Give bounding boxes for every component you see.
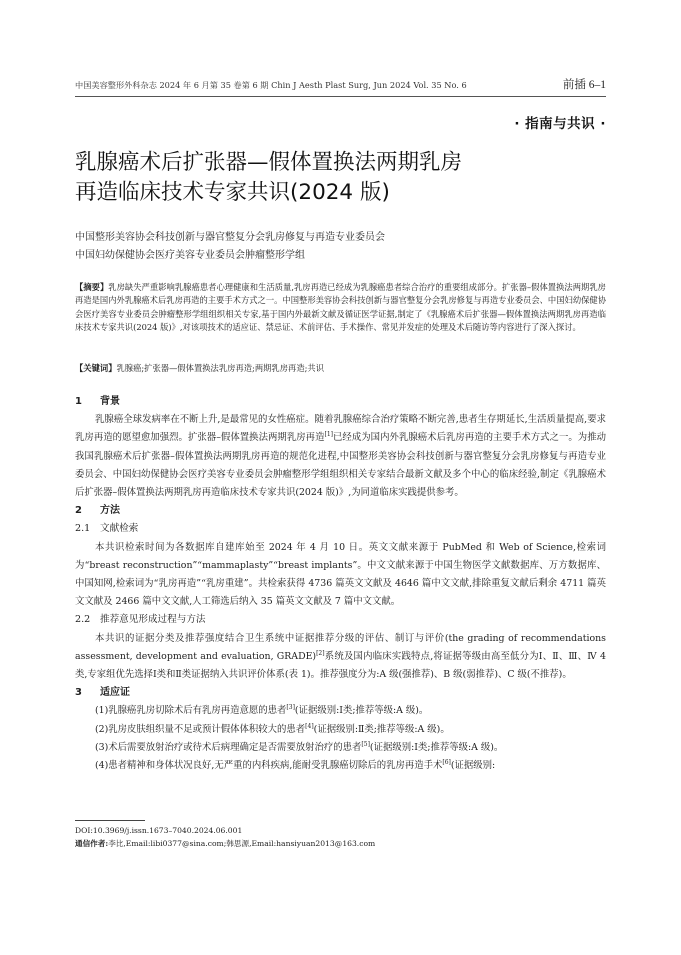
item-text: (3)术后需要放射治疗或待术后病理确定是否需要放射治疗的患者	[95, 741, 362, 753]
indication-item-1	[75, 702, 606, 720]
article-title	[75, 148, 615, 208]
author-groups	[75, 229, 385, 265]
section-heading-2	[75, 502, 606, 520]
section-heading-1	[75, 393, 606, 411]
subsection-number: 2.2	[75, 614, 91, 626]
journal-citation: 中国美容整形外科杂志 2024 年 6 月第 35 卷第 6 期 Chin J Aesth Plast Surg, Jun 2024 Vol. 35 No. 6	[75, 80, 467, 90]
abstract	[75, 281, 606, 335]
title-line-2: 再造临床技术专家共识(2024 版)	[75, 180, 390, 205]
keywords-label: 【关键词】	[75, 363, 117, 373]
paragraph-text: 系统及国内临床实践特点,将证据等级由高至低分为Ⅰ、Ⅱ、Ⅲ、Ⅳ 4 类,专家组优先选择Ⅰ类和Ⅱ类证据纳入共识评价体系(表 1)。推荐强度分为:A 级(强推荐)、B 级(弱推荐)、C 级(不推荐)。	[75, 650, 606, 680]
subsection-title: 文献检索	[100, 523, 139, 535]
indication-item-2	[75, 721, 606, 739]
indication-item-3	[75, 739, 606, 757]
article-type-tag: · 指南与共识 ·	[514, 116, 606, 132]
keywords	[75, 362, 606, 375]
title-line-1: 乳腺癌术后扩张器—假体置换法两期乳房	[75, 150, 463, 175]
keywords-text: 乳腺癌;扩张器—假体置换法乳房再造;两期乳房再造;共识	[116, 363, 325, 373]
paragraph-literature-search: 本共识检索时间为各数据库自建库始至 2024 年 4 月 10 日。英文文献来源于 PubMed 和 Web of Science,检索词为“breast reconstruction”“mammaplasty”“breast implants”。中文文献来源于中国生物医学文献数据库、万方数据库、中国知网,检索词为“乳房再造”“乳房重建”。共检索获得 4736 篇英文文献及 4646 篇中文文献,排除重复文献后剩余 4711 篇英文文献及 2466 篇中文文献,人工筛选后纳入 35 篇英文文献及 7 篇中文文献。	[75, 541, 606, 608]
citation-ref: [1]	[324, 431, 333, 439]
section-heading-3	[75, 684, 606, 702]
section-title: 适应证	[100, 687, 130, 699]
item-text: (4)患者精神和身体状况良好,无严重的内科疾病,能耐受乳腺癌切除后的乳房再造手术	[95, 759, 443, 771]
subsection-heading-2-2	[75, 611, 606, 629]
section-title: 背景	[100, 396, 120, 407]
paragraph-text: 本共识的证据分类及推荐强度结合卫生系统中证据推荐分级的评估、制订与评价(the grading of recommendations assessment, development and evaluation, GRADE)	[75, 632, 606, 662]
corresponding-label: 通信作者:	[75, 839, 109, 848]
author-group-1: 中国整形美容协会科技创新与器官整复分会乳房修复与再造专业委员会	[75, 232, 385, 243]
page-number: 前插 6–1	[562, 79, 606, 91]
citation-ref: [4]	[305, 722, 314, 730]
section-number: 1	[75, 396, 82, 407]
paragraph-grading-method	[75, 630, 606, 685]
section-number: 3	[75, 687, 82, 699]
footnote	[75, 824, 375, 850]
paragraph-background	[75, 411, 606, 502]
item-grade: (证据级别:	[450, 759, 496, 771]
item-grade: (证据级别:Ⅰ类;推荐等级:A 级)。	[369, 741, 504, 753]
subsection-number: 2.1	[75, 523, 91, 535]
item-text: (2)乳房皮肤组织量不足或预计假体体积较大的患者	[95, 723, 306, 735]
indication-item-4	[75, 757, 606, 775]
item-grade: (证据级别:Ⅱ类;推荐等级:A 级)。	[313, 723, 450, 735]
citation-ref: [3]	[286, 704, 295, 712]
paragraph-text: 已经成为国内外乳腺癌术后乳房再造的主要手术方式之一。为推动我国乳腺癌术后扩张器–假体置换法两期乳房再造的规范化进程,中国整形美容协会科技创新与器官整复分会乳房修复与再造专业委员会、中国妇幼保健协会医疗美容专业委员会肿瘤整形学组组织相关专家结合最新文献及多个中心的临床经验,制定《乳腺癌术后扩张器–假体置换法两期乳房再造临床技术专家共识(2024 版)》,为同道临床实践提供参考。	[75, 432, 606, 498]
paragraph-text: 乳腺癌全球发病率在不断上升,是最常见的女性癌症。随着乳腺癌综合治疗策略不断完善,患者生存期延长,生活质量提高,要求乳房再造的愿望愈加强烈。扩张器–假体置换法两期乳房再造	[75, 414, 606, 444]
citation-ref: [6]	[442, 758, 451, 766]
abstract-text: 乳房缺失严重影响乳腺癌患者心理健康和生活质量,乳房再造已经成为乳腺癌患者综合治疗的重要组成部分。扩张器–假体置换法两期乳房再造是国内外乳腺癌术后乳房再造的主要手术方式之一。中国整形美容协会科技创新与器官整复分会乳房修复与再造专业委员会、中国妇幼保健协会医疗美容专业委员会肿瘤整形学组组织相关专家,基于国内外最新文献及循证医学证据,制定了《乳腺癌术后扩张器—假体置换法两期乳房再造临床技术专家共识(2024 版)》,对该项技术的适应证、禁忌证、术前评估、手术操作、常见并发症的处理及术后随访等内容进行了深入探讨。	[75, 282, 607, 333]
subsection-heading-2-1	[75, 520, 606, 538]
item-text: (1)乳腺癌乳房切除术后有乳房再造意愿的患者	[95, 705, 287, 717]
subsection-title: 推荐意见形成过程与方法	[100, 614, 206, 626]
item-grade: (证据级别:Ⅰ类;推荐等级:A 级)。	[294, 705, 429, 717]
abstract-label: 【摘要】	[75, 282, 109, 292]
section-number: 2	[75, 505, 82, 517]
corresponding-author	[75, 837, 375, 850]
running-header	[75, 74, 606, 97]
author-group-2: 中国妇幼保健协会医疗美容专业委员会肿瘤整形学组	[75, 250, 305, 261]
citation-ref: [5]	[361, 740, 370, 748]
citation-ref: [2]	[316, 649, 325, 657]
article-body	[75, 393, 606, 775]
section-title: 方法	[100, 505, 120, 517]
doi: DOI:10.3969/j.issn.1673–7040.2024.06.001	[75, 826, 243, 835]
footnote-divider	[75, 820, 145, 821]
corresponding-text: 李比,Email:libi0377@sina.com;韩思源,Email:hansiyuan2013@163.com	[108, 839, 376, 848]
